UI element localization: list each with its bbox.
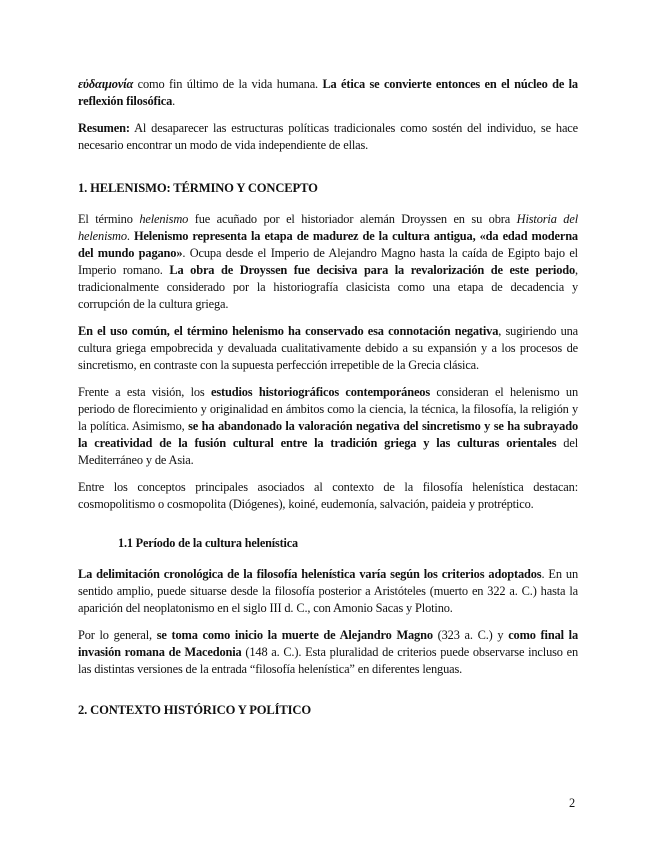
text-run: del Mediterráneo y de Asia. [78,436,578,467]
section-1-paragraph-4 [78,479,578,513]
text-run: . Ocupa desde el Imperio de Alejandro Magno hasta la caída de Egipto bajo el Imperio romano. [78,246,578,277]
bold-run: Resumen: [78,121,130,135]
text-run: El término [78,212,140,226]
bold-italic-run: εὐδαιμονία [78,77,134,91]
italic-run: helenismo [139,212,189,226]
subsection-1-1-heading: 1.1 Período de la cultura helenística [118,536,298,550]
bold-run: Helenismo representa la etapa de madurez de la cultura antigua, «da edad moderna del mundo pagano» [78,229,578,260]
text-run: (323 a. C.) y [432,628,509,642]
page-number: 2 [569,796,576,810]
bold-run: estudios historiográficos contemporáneos [210,385,431,399]
bold-run: En el uso común, el término helenismo ha conservado esa connotación negativa [78,324,499,338]
italic-run: Historia del helenismo [78,212,578,243]
section-1-paragraph-1 [78,211,578,313]
text-run: Frente a esta visión, los [78,385,211,399]
bold-run: se toma como inicio la muerte de Alejandro Magno [156,628,433,642]
text-run: (148 a. C.). Esta pluralidad de criterios puede observarse incluso en las distintas versiones de la entrada “filosofía helenística” en diferentes lenguas. [78,645,579,676]
bold-run: La obra de Droyssen fue decisiva para la revalorización de este periodo [169,263,576,277]
bold-run: La ética se convierte entonces en el núcleo de la reflexión filosófica [78,77,578,108]
subsection-1-1-paragraph-1 [78,566,578,617]
section-1-paragraph-2 [78,323,578,374]
section-1-heading: 1. HELENISMO: TÉRMINO Y CONCEPTO [78,181,318,195]
text-run: . [126,229,134,243]
text-run: , tradicionalmente considerado por la historiografía clasicista como una etapa de decadencia y corrupción de la cultura griega. [78,263,578,311]
bold-run: La delimitación cronológica de la filosofía helenística varía según los criterios adoptados [78,567,542,581]
subsection-1-1-paragraph-2 [78,627,578,678]
bold-run: se ha abandonado la valoración negativa del sincretismo y se ha subrayado la creatividad de la fusión cultural entre la tradición griega y las culturas orientales [78,419,578,450]
text-run: como fin último de la vida humana. [133,77,323,91]
text-run: . [172,94,176,108]
text-run: Por lo general, [78,628,157,642]
text-run: Entre los conceptos principales asociados al contexto de la filosofía helenística destacan: cosmopolitismo o cosmopolita (Diógenes), koiné, eudemonía, salvación, paideia y protréptico. [78,480,578,511]
summary-paragraph [78,120,578,154]
document-body [78,76,578,719]
intro-paragraph-1 [78,76,578,110]
section-1-paragraph-3 [78,384,578,469]
text-run: , sugiriendo una cultura griega empobrecida y devaluada cualitativamente debido a su expansión y a los procesos de sincretismo, en contraste con la supuesta perfección irrepetible de la Grecia clásica. [78,324,579,372]
section-2-heading: 2. CONTEXTO HISTÓRICO Y POLÍTICO [78,703,312,717]
text-run: . En un sentido amplio, puede situarse desde la filosofía posterior a Aristóteles (muerto en 322 a. C.) hasta la aparición del neoplatonismo en el siglo III d. C., con Amonio Sacas y Plotino. [78,567,578,615]
text-run: fue acuñado por el historiador alemán Droyssen en su obra [188,212,517,226]
text-run: consideran el helenismo un periodo de florecimiento y originalidad en ámbitos como la ciencia, la técnica, la filosofía, la religión y la política. Asimismo, [78,385,578,433]
text-run: Al desaparecer las estructuras políticas tradicionales como sostén del individuo, se hace necesario encontrar un modo de vida independiente de ellas. [78,121,578,152]
bold-run: como final la invasión romana de Macedonia [78,628,578,659]
